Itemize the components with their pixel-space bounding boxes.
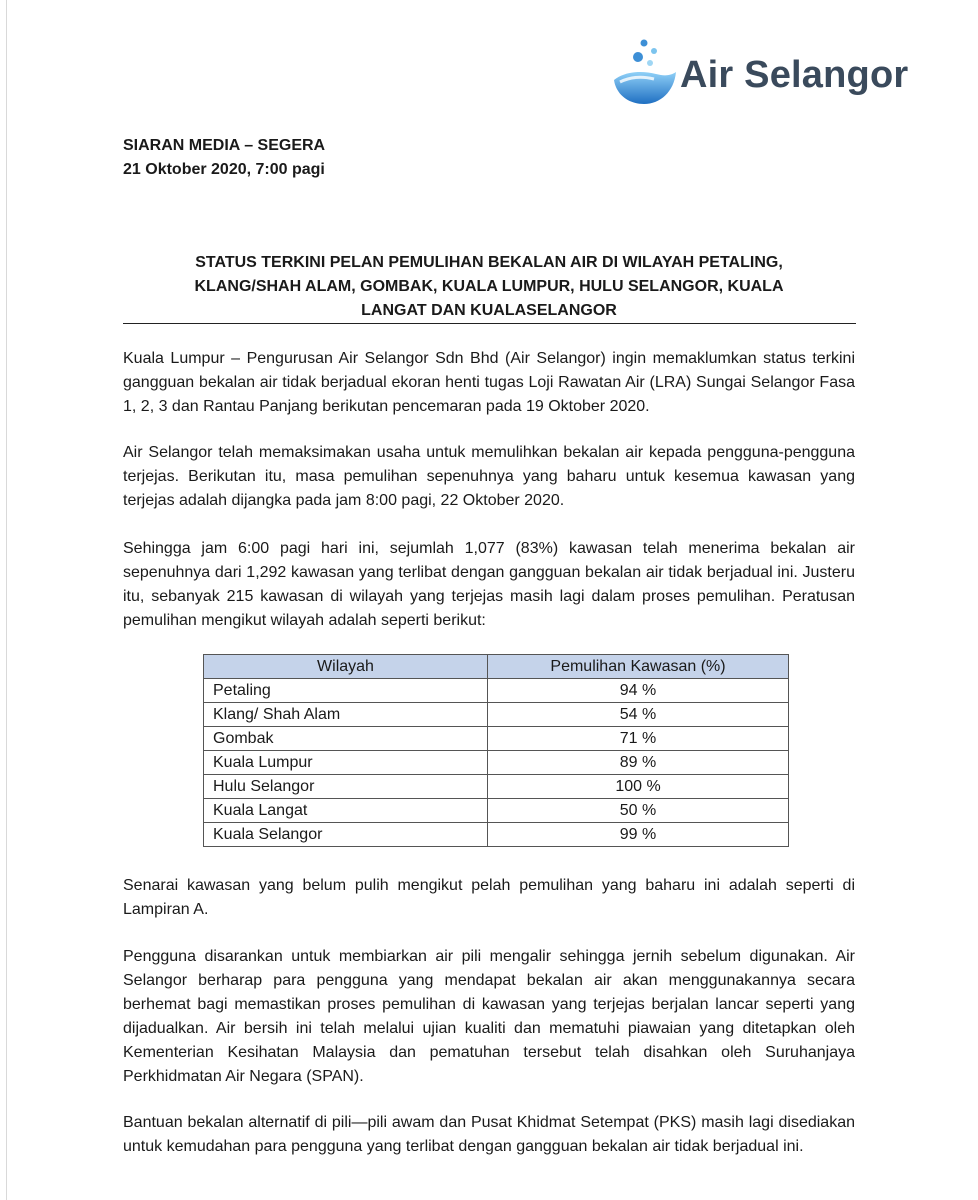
table-row	[204, 823, 789, 847]
table-row	[204, 679, 789, 703]
logo-wordmark: Air Selangor	[680, 54, 909, 96]
percentage-cell: 100 %	[488, 775, 789, 799]
media-release-header	[123, 134, 325, 182]
headline-line-3: LANGAT DAN KUALASELANGOR	[361, 302, 617, 319]
table-row	[204, 703, 789, 727]
region-cell: Petaling	[204, 679, 488, 703]
paragraph-appendix-note: Senarai kawasan yang belum pulih mengikut pelah pemulihan yang baharu ini adalah seperti di Lampiran A.	[123, 877, 855, 918]
headline	[123, 251, 855, 323]
region-cell: Hulu Selangor	[204, 775, 488, 799]
table-row	[204, 775, 789, 799]
table-row	[204, 799, 789, 823]
percentage-cell: 71 %	[488, 727, 789, 751]
percentage-cell: 54 %	[488, 703, 789, 727]
paragraph-advice: Pengguna disarankan untuk membiarkan air pili mengalir sehingga jernih sebelum digunakan. Air Selangor berharap para pengguna yang mendapat bekalan air akan menggunakannya secara berhemat bagi memastikan proses pemulihan di kawasan yang terjejas berjalan lancar seperti yang dijadualkan. Air bersih ini telah melalui ujian kualiti dan mematuhi piawaian yang ditetapkan oleh Kementerian Kesihatan Malaysia dan pematuhan tersebut telah disahkan oleh Suruhanjaya Perkhidmatan Air Negara (SPAN).	[123, 948, 855, 1085]
water-drop-icon	[610, 36, 682, 108]
paragraph-intro: Kuala Lumpur – Pengurusan Air Selangor Sdn Bhd (Air Selangor) ingin memaklumkan status terkini gangguan bekalan air tidak berjadual ekoran henti tugas Loji Rawatan Air (LRA) Sungai Selangor Fasa 1, 2, 3 dan Rantau Panjang berikutan pencemaran pada 19 Oktober 2020.	[123, 350, 855, 415]
table-header-row	[204, 655, 789, 679]
table-row	[204, 751, 789, 775]
region-cell: Kuala Selangor	[204, 823, 488, 847]
media-release-label: SIARAN MEDIA – SEGERA	[123, 137, 326, 154]
air-selangor-logo	[610, 36, 930, 108]
region-cell: Kuala Lumpur	[204, 751, 488, 775]
region-cell: Kuala Langat	[204, 799, 488, 823]
paragraph-restoration-time: Air Selangor telah memaksimakan usaha untuk memulihkan bekalan air kepada pengguna-pengguna terjejas. Berikutan itu, masa pemulihan sepenuhnya yang baharu untuk kesemua kawasan yang terjejas adalah dijangka pada jam 8:00 pagi, 22 Oktober 2020.	[123, 444, 855, 509]
percentage-cell: 50 %	[488, 799, 789, 823]
headline-line-2: KLANG/SHAH ALAM, GOMBAK, KUALA LUMPUR, HULU SELANGOR, KUALA	[194, 278, 784, 295]
region-cell: Klang/ Shah Alam	[204, 703, 488, 727]
headline-line-1: STATUS TERKINI PELAN PEMULIHAN BEKALAN AIR DI WILAYAH PETALING,	[195, 254, 783, 271]
restoration-table	[203, 654, 789, 847]
region-cell: Gombak	[204, 727, 488, 751]
percentage-cell: 99 %	[488, 823, 789, 847]
column-header-percentage: Pemulihan Kawasan (%)	[488, 655, 789, 679]
percentage-cell: 94 %	[488, 679, 789, 703]
percentage-cell: 89 %	[488, 751, 789, 775]
release-datetime: 21 Oktober 2020, 7:00 pagi	[123, 161, 325, 178]
headline-underline	[123, 323, 856, 324]
paragraph-progress: Sehingga jam 6:00 pagi hari ini, sejumlah 1,077 (83%) kawasan telah menerima bekalan air sepenuhnya dari 1,292 kawasan yang terlibat dengan gangguan bekalan air tidak berjadual ini. Justeru itu, sebanyak 215 kawasan di wilayah yang terjejas masih lagi dalam proses pemulihan. Peratusan pemulihan mengikut wilayah adalah seperti berikut:	[123, 540, 855, 629]
paragraph-alternative-supply: Bantuan bekalan alternatif di pili—pili awam dan Pusat Khidmat Setempat (PKS) masih lagi disediakan untuk kemudahan para pengguna yang terlibat dengan gangguan bekalan air tidak berjadual ini.	[123, 1114, 855, 1155]
page-edge	[6, 0, 7, 1200]
column-header-region: Wilayah	[204, 655, 488, 679]
table-row	[204, 727, 789, 751]
